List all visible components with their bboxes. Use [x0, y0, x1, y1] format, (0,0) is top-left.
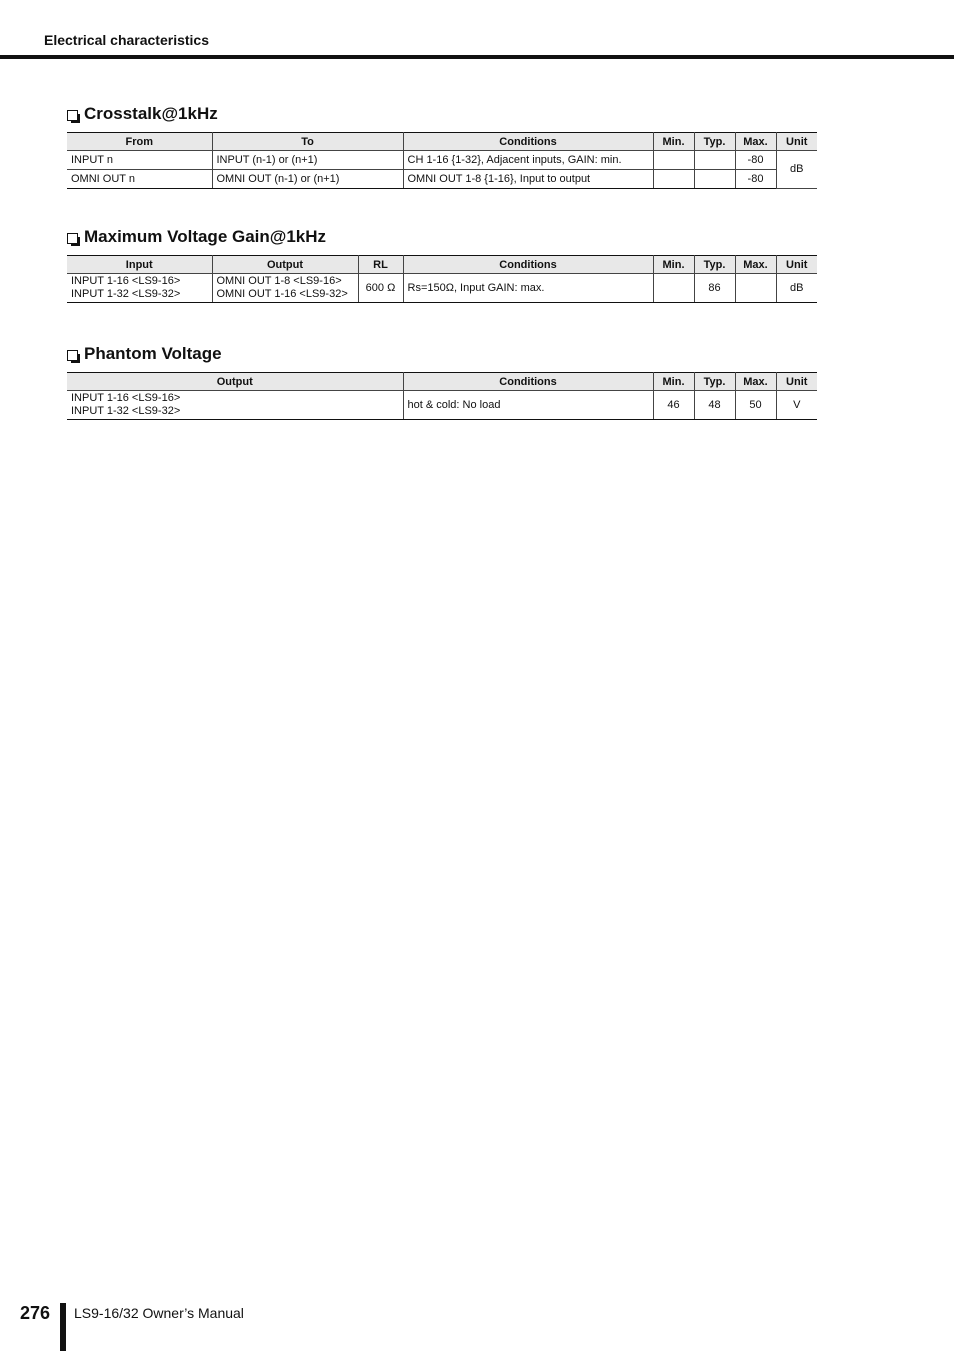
voltage-gain-title: Maximum Voltage Gain@1kHz: [84, 227, 327, 246]
cell-min: [653, 274, 694, 303]
footer-bar: [60, 1303, 66, 1351]
page-number: 276: [20, 1303, 51, 1323]
output-line: INPUT 1-16 <LS9-16>: [71, 392, 181, 404]
cell-min: 46: [653, 391, 694, 420]
cell-unit: dB: [776, 274, 817, 303]
cell-conditions: OMNI OUT 1-8 {1-16}, Input to output: [403, 170, 653, 189]
column-header: Conditions: [403, 133, 653, 151]
cell-typ: [694, 170, 735, 189]
column-header: Min.: [653, 133, 694, 151]
cell-to: OMNI OUT (n-1) or (n+1): [212, 170, 403, 189]
column-header: Max.: [735, 256, 776, 274]
column-header: RL: [358, 256, 403, 274]
cell-conditions: hot & cold: No load: [403, 391, 653, 420]
cell-conditions: Rs=150Ω, Input GAIN: max.: [403, 274, 653, 303]
manual-title: LS9-16/32 Owner’s Manual: [74, 1305, 244, 1321]
cell-unit: V: [776, 391, 817, 420]
output-line: INPUT 1-32 <LS9-32>: [71, 405, 181, 417]
column-header: Output: [212, 256, 358, 274]
cell-typ: 48: [694, 391, 735, 420]
column-header: Max.: [735, 133, 776, 151]
cell-min: [653, 151, 694, 170]
column-header: Unit: [776, 373, 817, 391]
voltage-gain-heading: [67, 227, 326, 247]
header-rule: [0, 55, 954, 59]
input-line: INPUT 1-16 <LS9-16>: [71, 275, 181, 287]
column-header: Typ.: [694, 256, 735, 274]
input-line: INPUT 1-32 <LS9-32>: [71, 288, 181, 300]
cell-rl: 600 Ω: [358, 274, 403, 303]
cell-max: [735, 274, 776, 303]
crosstalk-title: Crosstalk@1kHz: [84, 104, 218, 123]
column-header: Conditions: [403, 373, 653, 391]
column-header: Conditions: [403, 256, 653, 274]
column-header: Unit: [776, 133, 817, 151]
checkbox-bullet-icon: [67, 350, 78, 361]
column-header: Typ.: [694, 133, 735, 151]
voltage-gain-table: [67, 255, 817, 303]
cell-to: INPUT (n-1) or (n+1): [212, 151, 403, 170]
cell-max: -80: [735, 170, 776, 189]
phantom-title: Phantom Voltage: [84, 344, 222, 363]
running-header: Electrical characteristics: [44, 32, 209, 48]
column-header: From: [67, 133, 212, 151]
cell-unit: dB: [776, 151, 817, 189]
column-header: Typ.: [694, 373, 735, 391]
cell-min: [653, 170, 694, 189]
column-header: Input: [67, 256, 212, 274]
checkbox-bullet-icon: [67, 110, 78, 121]
table-row: [67, 274, 817, 303]
table-row: [67, 170, 817, 189]
phantom-heading: [67, 344, 222, 364]
cell-max: -80: [735, 151, 776, 170]
column-header: Output: [67, 373, 403, 391]
output-line: OMNI OUT 1-16 <LS9-32>: [216, 288, 348, 300]
column-header: Min.: [653, 373, 694, 391]
cell-typ: [694, 151, 735, 170]
phantom-table: [67, 372, 817, 420]
cell-from: INPUT n: [67, 151, 212, 170]
crosstalk-heading: [67, 104, 218, 124]
checkbox-bullet-icon: [67, 233, 78, 244]
table-row: [67, 151, 817, 170]
column-header: Max.: [735, 373, 776, 391]
cell-input: [67, 274, 212, 303]
column-header: Unit: [776, 256, 817, 274]
output-line: OMNI OUT 1-8 <LS9-16>: [216, 275, 342, 287]
cell-max: 50: [735, 391, 776, 420]
cell-output: [67, 391, 403, 420]
cell-from: OMNI OUT n: [67, 170, 212, 189]
column-header: To: [212, 133, 403, 151]
cell-conditions: CH 1-16 {1-32}, Adjacent inputs, GAIN: min.: [403, 151, 653, 170]
table-row: [67, 391, 817, 420]
cell-typ: 86: [694, 274, 735, 303]
column-header: Min.: [653, 256, 694, 274]
crosstalk-table: [67, 132, 817, 189]
cell-output: [212, 274, 358, 303]
